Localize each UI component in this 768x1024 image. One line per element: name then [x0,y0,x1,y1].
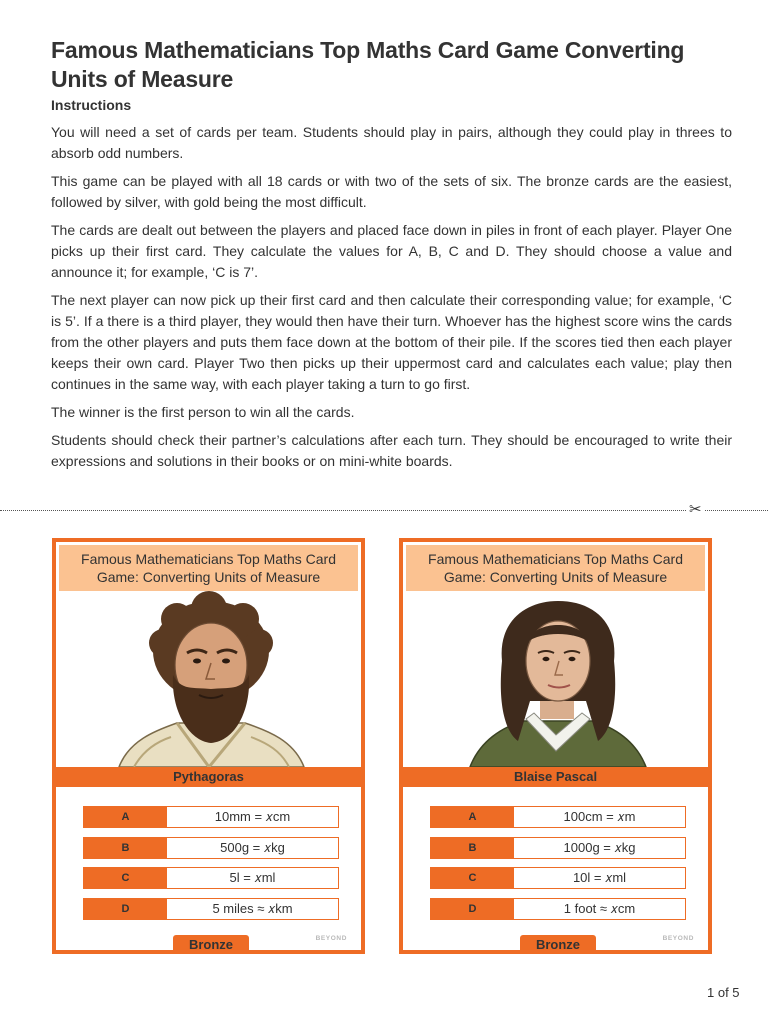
page-number: 1 of 5 [707,985,740,1000]
card-header: Famous Mathematicians Top Maths Card Game: Converting Units of Measure [406,545,705,591]
row-key: B [431,838,514,858]
card-header: Famous Mathematicians Top Maths Card Game: Converting Units of Measure [59,545,358,591]
instructions-body [51,122,732,479]
instruction-paragraph: The next player can now pick up their first card and then calculate their corresponding value; for example, ‘C is 5’. If a there is a third player, they would then have their turn. Whoever has the highest score wins the cards from the other players and puts them face down at the bottom of their pile. If the scores tied then each player keeps their own card. Player Two then picks up their uppermost card and calculates each value; play then continues in the same way, with each player taking a turn to go first. [51,292,732,392]
tier-badge: Bronze [173,935,249,954]
card-row [430,837,686,859]
card-row [430,867,686,889]
cut-line [0,510,768,511]
blaise-pascal-portrait [406,591,705,767]
instruction-paragraph: This game can be played with all 18 cards or with two of the sets of six. The bronze cards are the easiest, followed by silver, with gold being the most difficult. [51,173,732,210]
card-pythagoras [52,538,365,954]
row-value: 500g = 𝑥kg [220,839,285,855]
card-row [83,806,339,828]
card-row [83,867,339,889]
card-values [83,806,339,928]
card-row [83,898,339,920]
row-key: C [84,868,167,888]
row-value: 10mm = 𝑥cm [214,809,291,824]
row-value: 5 miles ≈ 𝑥km [212,900,293,916]
card-row [430,898,686,920]
row-key: C [431,868,514,888]
card-values [430,806,686,928]
row-value: 10l = 𝑥ml [572,870,627,885]
pythagoras-portrait [59,591,358,767]
row-value: 1 foot ≈ 𝑥cm [563,900,636,916]
card-blaise-pascal [399,538,712,954]
row-key: A [431,807,514,827]
row-key: B [84,838,167,858]
card-name: Pythagoras [56,767,361,787]
instruction-paragraph: Students should check their partner’s calculations after each turn. They should be encouraged to write their expressions and solutions in their books or on mini-white boards. [51,432,732,469]
instruction-paragraph: The winner is the first person to win all the cards. [51,404,355,420]
row-key: A [84,807,167,827]
page-title: Famous Mathematicians Top Maths Card Game Converting Units of Measure [51,37,685,92]
row-key: D [84,899,167,919]
scissors-icon: ✂ [689,501,702,518]
brand-logo: BEYOND [662,935,694,942]
row-key: D [431,899,514,919]
row-value: 5l = 𝑥ml [229,870,276,885]
instruction-paragraph: You will need a set of cards per team. Students should play in pairs, although they could play in threes to absorb odd numbers. [51,124,732,161]
card-row [430,806,686,828]
instruction-paragraph: The cards are dealt out between the players and placed face down in piles in front of each player. Player One picks up their first card. They calculate the values for A, B, C and D. They should choose a value and announce it; for example, ‘C is 7’. [51,222,732,280]
row-value: 100cm = 𝑥m [563,809,636,824]
instructions-heading: Instructions [51,97,132,113]
row-value: 1000g = 𝑥kg [563,839,636,855]
brand-logo: BEYOND [315,935,347,942]
tier-badge: Bronze [520,935,596,954]
card-name: Blaise Pascal [403,767,708,787]
card-row [83,837,339,859]
